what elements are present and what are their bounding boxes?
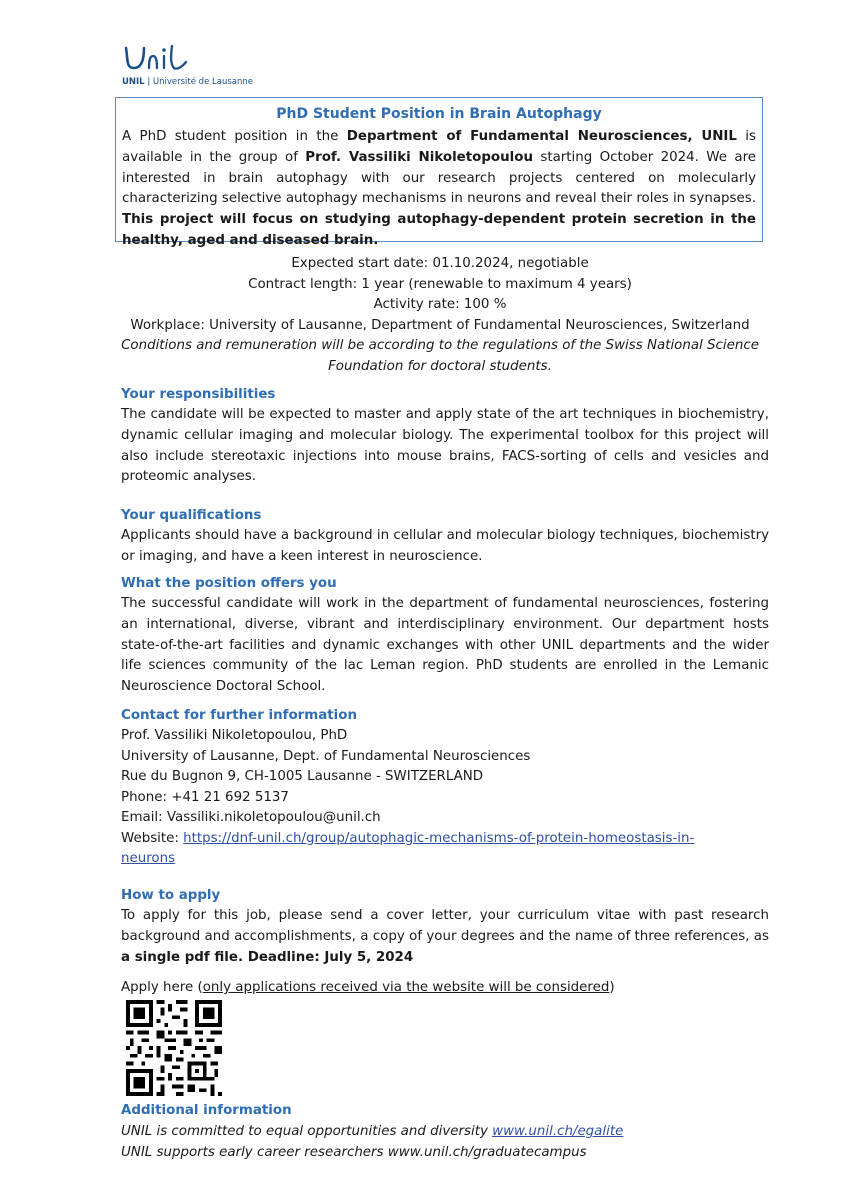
page-title: PhD Student Position in Brain Autophagy (276, 106, 602, 122)
qualifications-heading: Your qualifications (121, 508, 262, 523)
activity-rate: Activity rate: 100 % (373, 297, 507, 312)
responsibilities-text: The candidate will be expected to master and apply state of the art techniques in biochemistry, dynamic cellular imaging and molecular biology. The experimental toolbox for this project will also include stereotaxic injections into mouse brains, FACS-sorting of cells and vesicles and proteomic analyses. (121, 407, 769, 485)
contact-website (121, 829, 726, 870)
additional-section (121, 1101, 769, 1163)
website-label: Website: (121, 830, 184, 846)
offers-section (121, 574, 769, 698)
contact-address: Rue du Bugnon 9, CH-1005 Lausanne - SWITZERLAND (121, 769, 484, 784)
apply-here-line (121, 978, 769, 999)
contract-length: Contract length: 1 year (renewable to maximum 4 years) (248, 276, 632, 292)
logo-text (122, 77, 253, 87)
logo-separator: | (147, 77, 151, 87)
offers-text: The successful candidate will work in the department of fundamental neurosciences, fostering an international, diverse, vibrant and interdisciplinary environment. Our department hosts state-of-the-art facilities and dynamic exchanges with other UNIL departments and the wider life sciences community of the lac Leman region. PhD students are enrolled in the Lemanic Neuroscience Doctoral School. (121, 596, 769, 695)
position-facts (115, 254, 765, 377)
workplace: Workplace: University of Lausanne, Department of Fundamental Neurosciences, Switzerland (130, 317, 750, 333)
offers-heading: What the position offers you (121, 576, 337, 591)
intro-box (115, 97, 763, 248)
contact-heading: Contact for further information (121, 708, 357, 723)
intro-paragraph (122, 127, 756, 252)
intro-text-5: starting October 2024. We are interested in brain autophagy with our research projects centered on molecularly characterizing selective autophagy mechanisms in neurons and reveal their roles in synapses. (122, 149, 757, 207)
contact-email[interactable]: Email: Vassiliki.nikoletopoulou@unil.ch (121, 810, 381, 825)
logo-university: Université de Lausanne (152, 77, 253, 87)
apply-deadline: a single pdf file. Deadline: July 5, 2024 (121, 949, 414, 965)
website-link[interactable]: https://dnf-unil.ch/group/autophagic-mechanisms-of-protein-homeostasis-in-neurons (121, 830, 695, 866)
responsibilities-heading: Your responsibilities (121, 387, 276, 402)
apply-section (121, 886, 769, 999)
qualifications-section (121, 506, 769, 568)
apply-here-label: Apply here ( (121, 980, 203, 996)
unil-script-logo-icon (122, 42, 192, 76)
apply-instructions: To apply for this job, please send a cover letter, your curriculum vitae with past research background and accomplishments, a copy of your degrees and the name of three references, as (121, 908, 769, 944)
apply-text (121, 906, 769, 968)
intro-text-1: A PhD student position in the (122, 129, 347, 144)
start-date: Expected start date: 01.10.2024, negotiable (291, 256, 589, 271)
contact-section (121, 706, 769, 870)
responsibilities-section (121, 385, 769, 488)
equality-text: UNIL is committed to equal opportunities and diversity (121, 1124, 493, 1139)
intro-text-3: is available in the group of (122, 129, 757, 165)
apply-here-note[interactable]: only applications received via the website will be considered (202, 980, 610, 996)
contact-department: University of Lausanne, Dept. of Fundamental Neurosciences (121, 748, 531, 764)
intro-department: Department of Fundamental Neurosciences, UNIL (346, 129, 737, 144)
intro-project-focus: This project will focus on studying autophagy-dependent protein secretion in the healthy, aged and diseased brain. (122, 212, 756, 248)
intro-professor: Prof. Vassiliki Nikoletopoulou (305, 149, 533, 165)
equality-link[interactable]: www.unil.ch/egalite (492, 1124, 624, 1139)
additional-line-1 (121, 1121, 769, 1142)
contact-name: Prof. Vassiliki Nikoletopoulou, PhD (121, 728, 348, 743)
apply-heading: How to apply (121, 888, 221, 903)
additional-line-2: UNIL supports early career researchers www.unil.ch/graduatecampus (121, 1145, 587, 1160)
conditions: Conditions and remuneration will be according to the regulations of the Swiss National Science Foundation for doctoral students. (121, 338, 759, 374)
apply-here-close: ) (609, 980, 615, 996)
qr-code-icon[interactable] (126, 1000, 222, 1096)
contact-phone: Phone: +41 21 692 5137 (121, 789, 289, 805)
qualifications-text: Applicants should have a background in cellular and molecular biology techniques, biochemistry or imaging, and have a keen interest in neuroscience. (121, 528, 769, 564)
logo-acronym: UNIL (122, 77, 145, 87)
additional-heading: Additional information (121, 1103, 292, 1118)
unil-logo (122, 42, 252, 90)
